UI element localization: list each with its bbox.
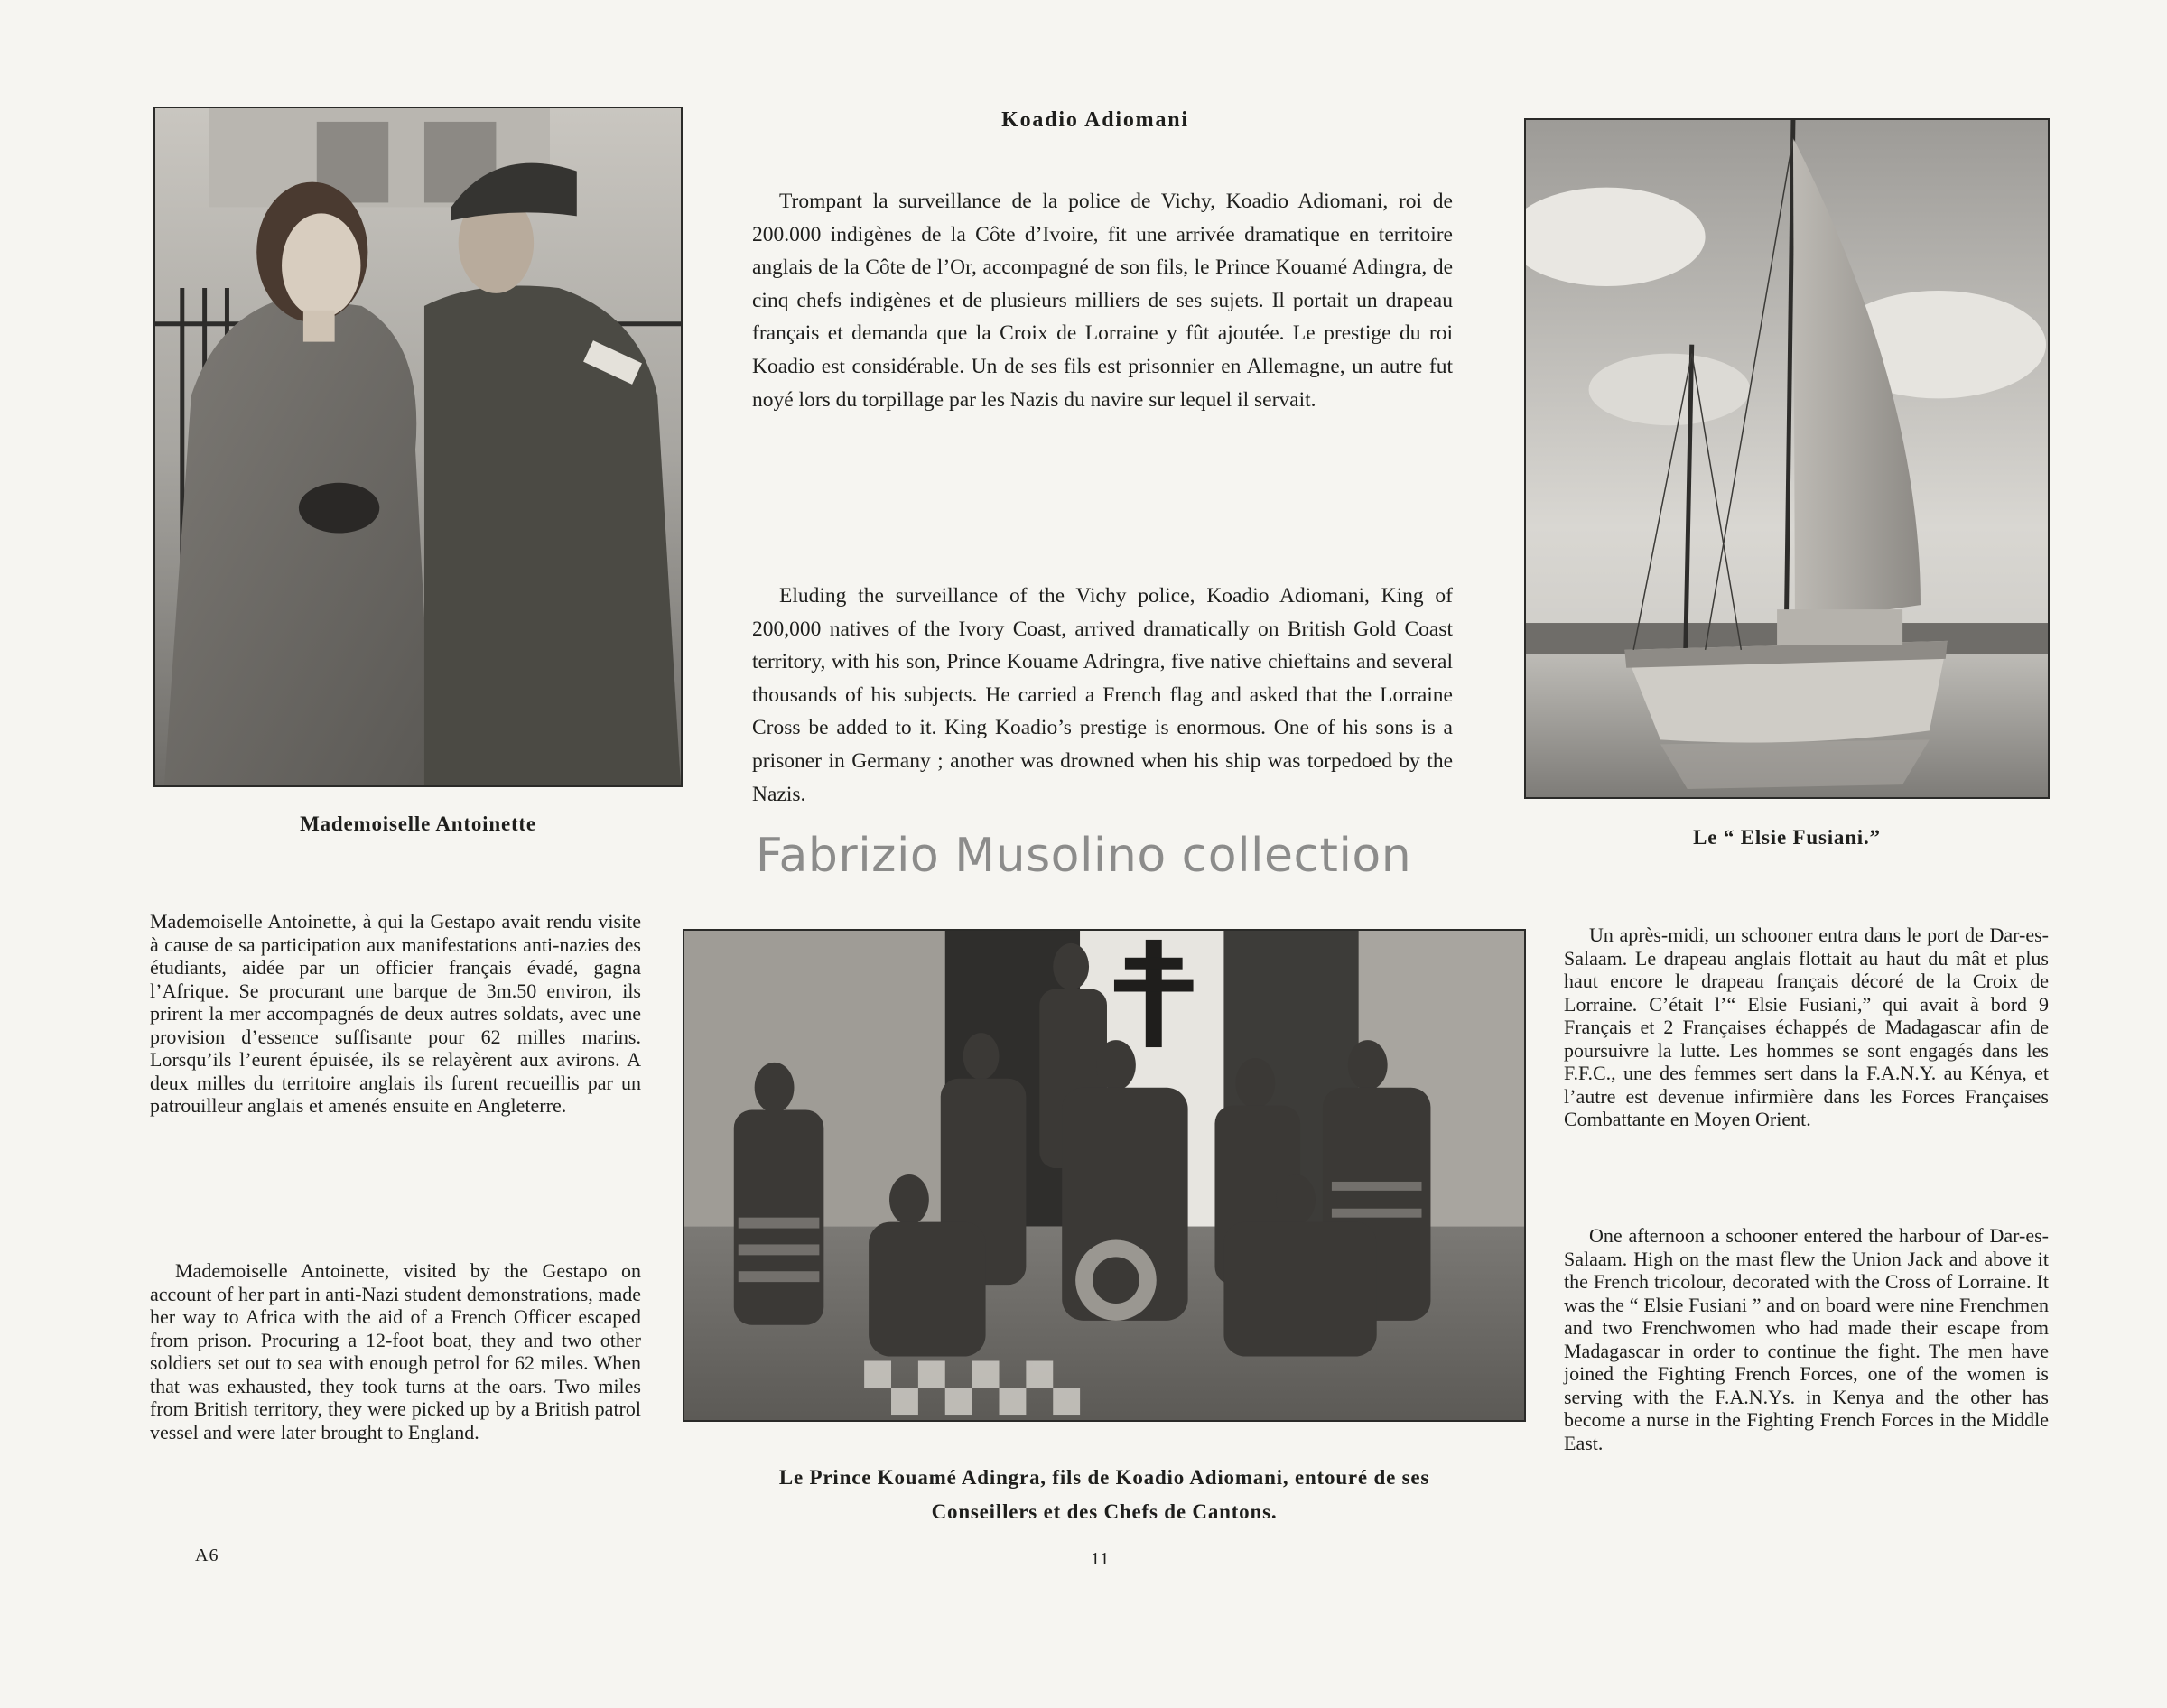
- elsie-text-french: Un après-midi, un schooner entra dans le port de Dar-es-Salaam. Le drapeau anglais flottait au haut du mât et plus haut encore le drapeau français décoré de la Croix de Lorraine. C’était l’“ Elsie Fusiani,” qui avait à bord 9 Français et 2 Françaises échappés de Madagascar afin de poursuivre la lutte. Les hommes se sont engagés dans les F.F.C., une des femmes sert dans la F.A.N.Y. au Kénya, et l’autre est devenue infirmière dans les Forces Françaises Combattante en Moyen Orient.: [1564, 924, 2049, 1130]
- page-marker-left: A6: [195, 1546, 219, 1565]
- photo-prince-kouame-adingra-group: [683, 929, 1526, 1422]
- koadio-text-english: Eluding the surveillance of the Vichy police, Koadio Adiomani, King of 200,000 natives of the Ivory Coast, arrived dramatically on British Gold Coast territory, with his son, Prince Kouame Adringra, five native chieftains and several thousands of his subjects. He carried a French flag and asked that the Lorraine Cross be added to it. King Koadio’s prestige is enormous. One of his sons is a prisoner in Germany ; another was drowned when his ship was torpedoed by the Nazis.: [752, 584, 1453, 806]
- article-heading: Koadio Adiomani: [1001, 108, 1189, 132]
- antoinette-text-english: Mademoiselle Antoinette, visited by the Gestapo on account of her part in anti-Nazi student demonstrations, made her way to Africa with the aid of a French Officer escaped from prison. Procuring a 12-foot boat, they and two other soldiers set out to sea with enough petrol for 62 miles. When that was exhausted, they took turns at the oars. Two miles from British territory, they were picked up by a British patrol vessel and were later brought to England.: [150, 1259, 641, 1443]
- caption-elsie-fusiani: Le “ Elsie Fusiani.”: [1693, 826, 1881, 849]
- koadio-text-french: Trompant la surveillance de la police de Vichy, Koadio Adiomani, roi de 200.000 indigènes de la Côte d’Ivoire, fit une arrivée dramatique en territoire anglais de la Côte de l’Or, accompagné de son fils, le Prince Kouamé Adingra, de cinq chefs indigènes et de plusieurs milliers de ses sujets. Il portait un drapeau français et demanda que la Croix de Lorraine y fût ajoutée. Le prestige du roi Koadio est considérable. Un de ses fils est prisonnier en Allemagne, un autre fut noyé lors du torpillage par les Nazis du navire sur lequel il servait.: [752, 190, 1453, 412]
- caption-group-line-1: Le Prince Kouamé Adingra, fils de Koadio Adiomani, entouré de ses: [778, 1466, 1430, 1489]
- page-number: 11: [1091, 1549, 1111, 1569]
- antoinette-text-french: Mademoiselle Antoinette, à qui la Gestapo avait rendu visite à cause de sa participation aux manifestations anti-nazies des étudiants, aidée par un officier français évadé, gagna l’Afrique. Se procurant une barque de 3m.50 environ, ils prirent la mer accompagnés de deux autres soldats, avec une provision d’essence suffisante pour 62 milles marins. Lorsqu’ils l’eurent épuisée, ils se relayèrent aux avirons. A deux milles du territoire anglais ils furent recueillis par un patrouilleur anglais et amenés ensuite en Angleterre.: [150, 910, 641, 1117]
- caption-antoinette: Mademoiselle Antoinette: [300, 812, 536, 835]
- caption-group-photo: [668, 1461, 1540, 1529]
- caption-group-line-2: Conseillers et des Chefs de Cantons.: [931, 1500, 1278, 1523]
- photo-antoinette-officer: [153, 107, 683, 787]
- collection-watermark: Fabrizio Musolino collection: [755, 829, 1412, 883]
- photo-elsie-fusiani-schooner: [1524, 118, 2050, 799]
- elsie-text-english: One afternoon a schooner entered the harbour of Dar-es-Salaam. High on the mast flew the Union Jack and above it the French tricolour, decorated with the Cross of Lorraine. It was the “ Elsie Fusiani ” and on board were nine Frenchmen and two Frenchwomen who had made their escape from Madagascar in order to continue the fight. The men have joined the Fighting French Forces, one of the women is serving with the F.A.N.Ys. in Kenya and the other has become a nurse in the Fighting French Forces in the Middle East.: [1564, 1224, 2049, 1454]
